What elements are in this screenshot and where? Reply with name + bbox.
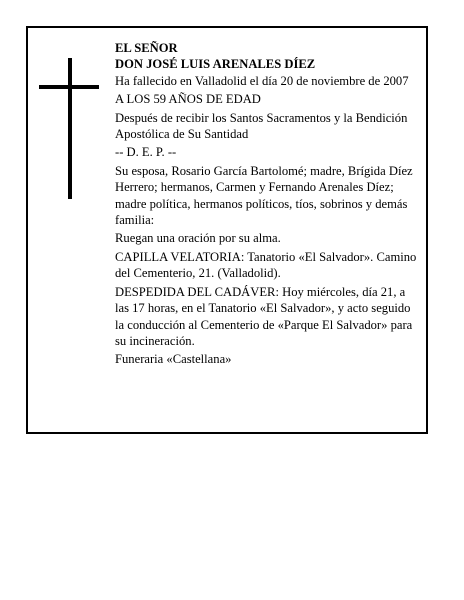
deceased-name: DON JOSÉ LUIS ARENALES DÍEZ [115, 57, 316, 72]
farewell-line: DESPEDIDA DEL CADÁVER: Hoy miércoles, día 21, a las 17 horas, en el Tanatorio «El Salvador», y acto seguido la conducción al Cementerio de «Parque El Salvador» para su incineración. [115, 284, 413, 348]
cross-horizontal-bar [39, 85, 99, 89]
dep-line: -- D. E. P. -- [115, 145, 177, 160]
funeral-home-line: Funeraria «Castellana» [115, 352, 232, 367]
death-info: Ha fallecido en Valladolid el día 20 de noviembre de 2007 [115, 73, 409, 88]
obituary-notice [26, 26, 428, 434]
age-line: A LOS 59 AÑOS DE EDAD [115, 92, 261, 107]
cross-vertical-bar [68, 58, 72, 199]
chapel-line: CAPILLA VELATORIA: Tanatorio «El Salvador». Camino del Cementerio, 21. (Valladolid). [115, 249, 417, 281]
heading-title: EL SEÑOR [115, 41, 178, 55]
family-line: Su esposa, Rosario García Bartolomé; madre, Brígida Díez Herrero; hermanos, Carmen y Fernando Arenales Díez; madre política, hermanos políticos, tíos, sobrinos y demás familia: [115, 163, 413, 228]
prayer-line: Ruegan una oración por su alma. [115, 231, 281, 246]
notice-text-block [115, 40, 422, 370]
sacraments-line: Después de recibir los Santos Sacramentos y la Bendición Apostólica de Su Santidad [115, 110, 408, 142]
